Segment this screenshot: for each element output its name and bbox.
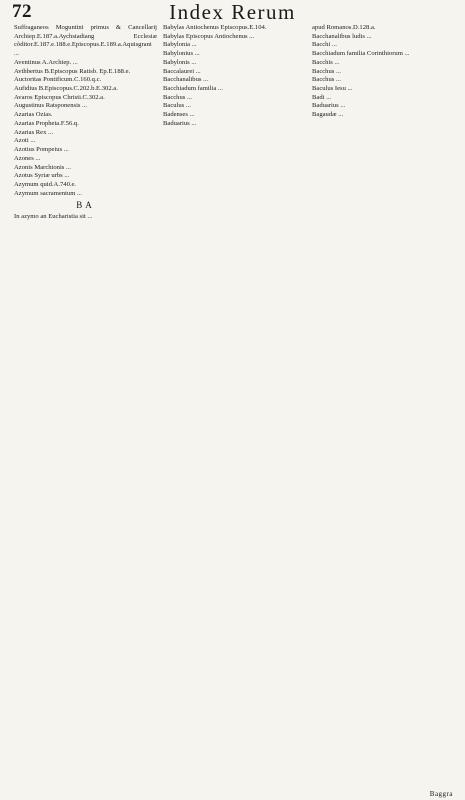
index-entry: Babylonis ...: [163, 58, 197, 66]
index-entry: Bacchiadum familia ...: [163, 85, 223, 93]
index-entry: Baccalaurei ...: [163, 67, 201, 75]
index-entry: Badenses ...: [163, 111, 195, 119]
index-entry: Avaros Episcopus Christi.C.302.a.: [14, 93, 105, 101]
index-entry: Bacchi ...: [312, 41, 337, 49]
index-entry: Augustinus Ratsponensis ...: [14, 102, 88, 110]
index-entry: Baculus Iesu ...: [312, 85, 353, 93]
index-entry: Azoti ...: [14, 137, 36, 145]
index-entry: Azymum sacramentum ...: [14, 189, 82, 197]
index-entry: Babylas Episcopus Antiochenus ...: [163, 32, 255, 40]
index-entry: Suffraganeos Moguntini primus & Cancellarij Archiep.E.187.a.Aychstadiang Ecclesiæ cõditor.E.187.e.188.e.Episcopus.E.189.a.Aquisgrani ...: [14, 24, 157, 58]
index-entry: Bacchanalibus ludis ...: [312, 32, 372, 40]
index-entry: Auctoritas Pontificum.C.160.q.c.: [14, 76, 102, 84]
index-entry: Bacchanalibus ...: [163, 76, 209, 84]
index-entry: Azarias Rex ...: [14, 128, 53, 136]
index-entry: Azonis Marchionis ...: [14, 163, 71, 171]
index-entry: Avthbertus B.Episcopus Ratisb. Ep.E.188.e.: [14, 67, 131, 75]
letter-heading: BA: [76, 200, 95, 211]
index-entry: Bacchis ...: [312, 58, 340, 66]
index-entry: Badi ...: [312, 93, 332, 101]
index-entry: Baculus ...: [163, 102, 191, 110]
index-entry: Baduarius ...: [312, 102, 346, 110]
index-column-1: [14, 24, 157, 782]
index-entry: Bagaudæ ...: [312, 111, 344, 119]
index-entry: Azymum quid.A.740.e.: [14, 180, 77, 188]
index-entry: Aufidius B.Episcopus.C.202.b.E.302.a.: [14, 85, 118, 93]
index-entry: Babylas Antiochenus Episcopus.E.104.: [163, 24, 267, 31]
index-entry: Babylonia ...: [163, 41, 197, 49]
index-entry: Azones ...: [14, 154, 41, 162]
index-entry: Baduarius ...: [163, 119, 197, 127]
index-entry: Bacchus ...: [163, 93, 192, 101]
index-entry: Babylonius ...: [163, 50, 200, 58]
index-entry: Azotus Syriæ urbs ...: [14, 172, 70, 180]
index-entry: In azymo an Eucharistia sit ...: [14, 213, 93, 221]
index-entry: Aventinus A.Archiep. ...: [14, 58, 78, 66]
page-number: 72: [12, 1, 32, 22]
index-entry: Azarias Ozias.: [14, 111, 53, 119]
index-entry: Bacchiadum familia Corinthiorum ...: [312, 50, 410, 58]
index-entry: Azotius Pompeius ...: [14, 146, 69, 154]
index-column-2: [163, 24, 306, 782]
running-title: Index Rerum: [169, 0, 296, 24]
index-entry: Azarias Propheta.F.56.q.: [14, 119, 79, 127]
index-entry: Bacchus ...: [312, 67, 341, 75]
catchword: Baggra: [429, 790, 453, 798]
index-entry: apud Romanos.D.128.a.: [312, 24, 376, 31]
index-entry: Bacchus ...: [312, 76, 341, 84]
index-columns: [14, 24, 455, 782]
index-column-3: [312, 24, 455, 782]
